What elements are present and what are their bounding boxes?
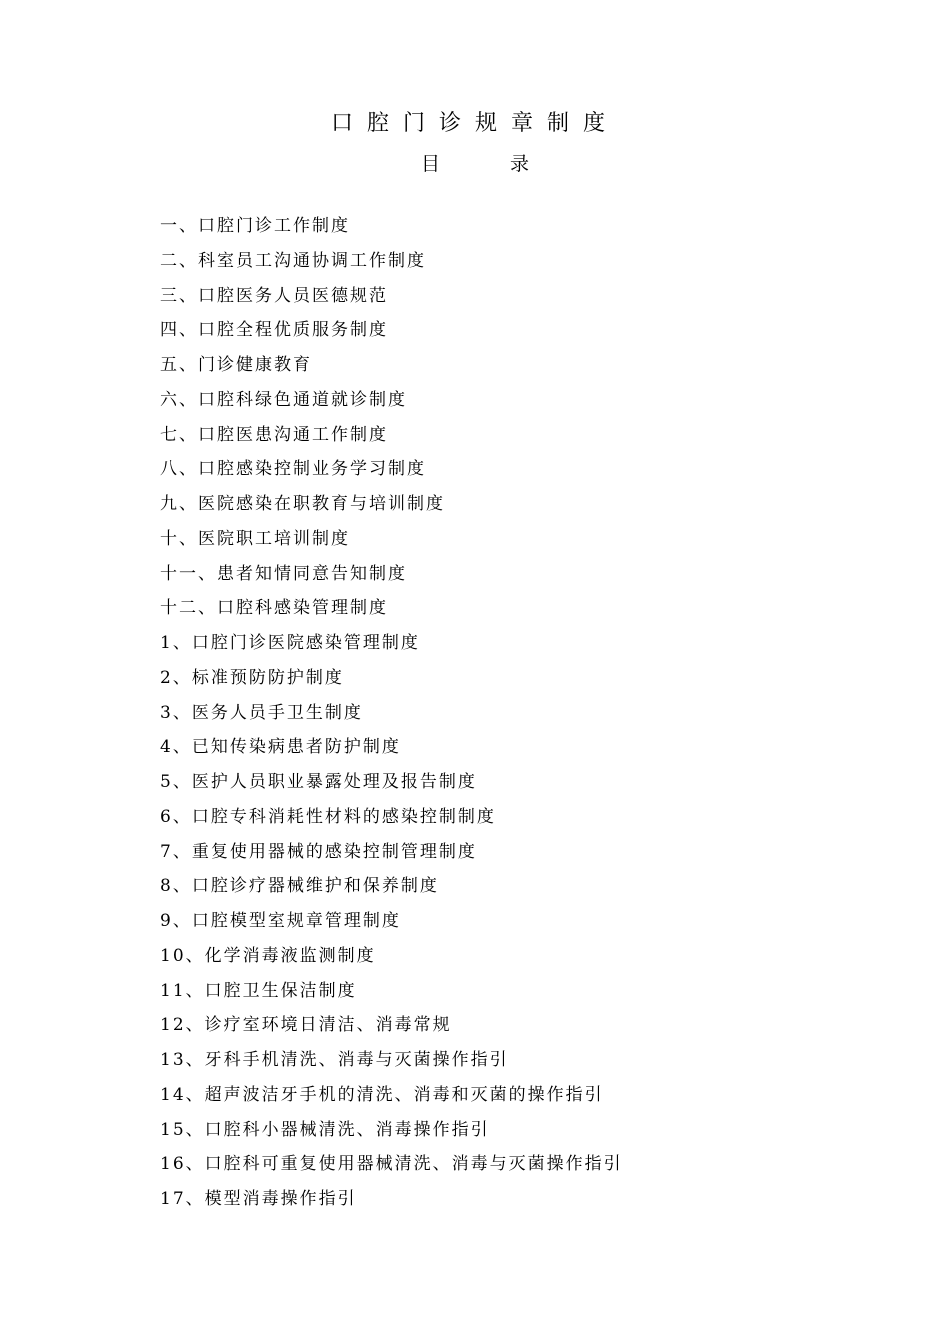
- toc-heading-right: 录: [510, 153, 530, 175]
- toc-item: 1、口腔门诊医院感染管理制度: [160, 633, 420, 653]
- toc-item: 9、口腔模型室规章管理制度: [160, 911, 401, 931]
- toc-item: 五、门诊健康教育: [160, 355, 312, 375]
- toc-item: 5、医护人员职业暴露处理及报告制度: [160, 772, 477, 792]
- toc-item: 13、牙科手机清洗、消毒与灭菌操作指引: [160, 1050, 509, 1070]
- toc-item: 6、口腔专科消耗性材料的感染控制制度: [160, 806, 496, 827]
- toc-item: 八、口腔感染控制业务学习制度: [160, 459, 426, 480]
- toc-item: 16、口腔科可重复使用器械清洗、消毒与灭菌操作指引: [160, 1154, 623, 1175]
- toc-item: 3、医务人员手卫生制度: [160, 702, 363, 723]
- toc-heading: [0, 148, 950, 180]
- toc-item: 11、口腔卫生保洁制度: [160, 980, 357, 1001]
- toc-item: 17、模型消毒操作指引: [160, 1189, 357, 1209]
- toc-item: 一、口腔门诊工作制度: [160, 216, 350, 236]
- toc-item: 2、标准预防防护制度: [160, 667, 344, 688]
- toc-item: 七、口腔医患沟通工作制度: [160, 424, 388, 445]
- toc-item: 12、诊疗室环境日清洁、消毒常规: [160, 1015, 452, 1036]
- toc-item: 六、口腔科绿色通道就诊制度: [160, 389, 407, 410]
- toc-item: 十一、患者知情同意告知制度: [160, 563, 407, 584]
- toc-item: 十、医院职工培训制度: [160, 528, 350, 549]
- toc-item: 四、口腔全程优质服务制度: [160, 320, 388, 341]
- toc-list: [160, 209, 860, 1217]
- toc-item: 4、已知传染病患者防护制度: [160, 737, 401, 758]
- toc-item: 九、医院感染在职教育与培训制度: [160, 494, 445, 514]
- toc-item: 10、化学消毒液监测制度: [160, 945, 376, 966]
- document-title: 口腔门诊规章制度: [330, 111, 619, 136]
- toc-item: 十二、口腔科感染管理制度: [160, 598, 388, 619]
- toc-item: 8、口腔诊疗器械维护和保养制度: [160, 876, 439, 897]
- toc-item: 14、超声波洁牙手机的清洗、消毒和灭菌的操作指引: [160, 1084, 604, 1105]
- toc-item: 二、科室员工沟通协调工作制度: [160, 250, 426, 271]
- toc-item: 15、口腔科小器械清洗、消毒操作指引: [160, 1119, 490, 1140]
- toc-heading-left: 目: [420, 153, 440, 175]
- toc-item: 7、重复使用器械的感染控制管理制度: [160, 841, 477, 862]
- toc-item: 三、口腔医务人员医德规范: [160, 285, 388, 306]
